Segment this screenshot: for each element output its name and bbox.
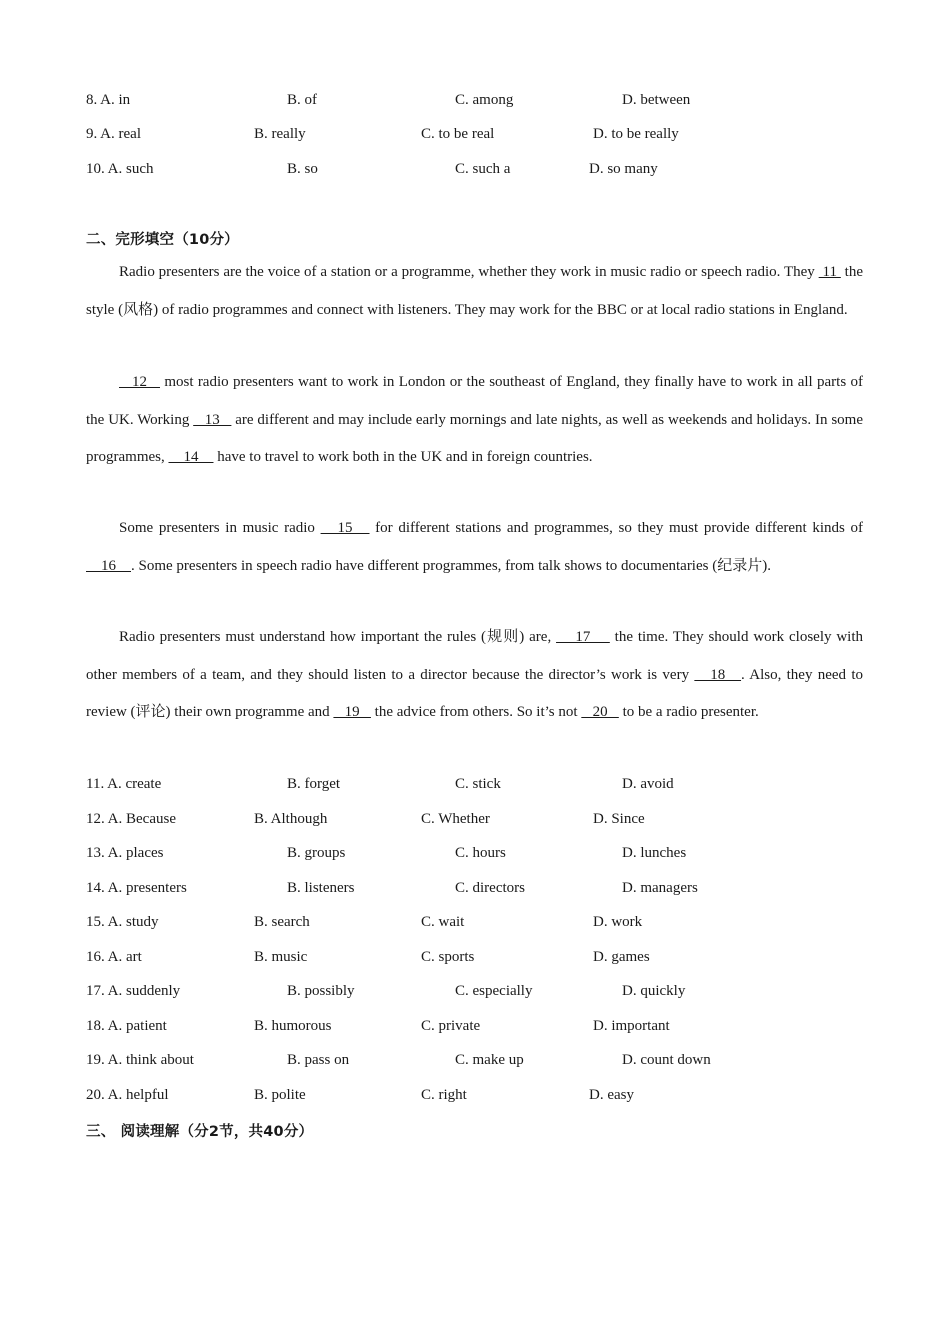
option-d: D. lunches [622, 845, 687, 861]
option-a: 9. A. real [86, 126, 141, 142]
option-a: 11. A. create [86, 776, 162, 792]
option-a: 13. A. places [86, 845, 164, 861]
option-c: C. especially [455, 983, 533, 999]
option-b: B. groups [287, 845, 346, 861]
option-b: B. pass on [287, 1052, 350, 1068]
question-row [86, 912, 786, 932]
section-3-heading: 三、 阅读理解（分2节，共40分） [86, 1124, 314, 1140]
answer-blank[interactable]: 13 [193, 411, 232, 428]
question-row [86, 947, 786, 967]
option-a: 8. A. in [86, 92, 131, 108]
question-row [86, 159, 786, 179]
option-d: D. easy [589, 1087, 634, 1103]
option-c: C. Whether [421, 811, 490, 827]
option-c: C. right [421, 1087, 467, 1103]
answer-blank[interactable]: 19 [333, 704, 371, 720]
answer-blank[interactable]: 15 [320, 520, 370, 536]
question-row [86, 843, 786, 863]
option-b: B. music [254, 949, 308, 965]
option-a: 19. A. think about [86, 1052, 194, 1068]
cloze-paragraph-1: Radio presenters are the voice of a station or a programme, whether they work in music radio or speech radio. They 11 the style (风格) of radio programmes and connect with listeners. They may work for the BBC or at local radio stations in England. [86, 264, 864, 318]
question-row [86, 774, 786, 794]
cloze-paragraph-3: Some presenters in music radio 15 for different stations and programmes, so they must provide different kinds of 16 . Some presenters in speech radio have different programmes, from talk shows to documentaries (纪录片). [86, 520, 863, 574]
question-row [86, 1085, 786, 1105]
answer-blank[interactable]: 18 [694, 666, 742, 683]
question-row [86, 809, 786, 829]
option-d: D. so many [589, 161, 658, 177]
answer-blank[interactable]: 17 [556, 629, 610, 645]
option-c: C. wait [421, 914, 465, 930]
option-a: 10. A. such [86, 161, 154, 177]
option-c: C. among [455, 92, 514, 108]
section-2-heading: 二、完形填空（10分） [86, 232, 239, 248]
option-a: 20. A. helpful [86, 1087, 169, 1103]
option-b: B. humorous [254, 1018, 332, 1034]
option-b: B. Although [254, 811, 328, 827]
question-row [86, 1050, 786, 1070]
option-b: B. polite [254, 1087, 306, 1103]
answer-blank[interactable]: 14 [168, 449, 214, 465]
option-b: B. so [287, 161, 318, 177]
option-b: B. forget [287, 776, 341, 792]
answer-blank[interactable]: 11 [818, 264, 841, 280]
option-a: 16. A. art [86, 949, 142, 965]
question-row [86, 981, 786, 1001]
option-b: B. listeners [287, 880, 355, 896]
option-d: D. work [593, 914, 643, 930]
option-c: C. to be real [421, 126, 495, 142]
option-d: D. between [622, 92, 691, 108]
option-a: 14. A. presenters [86, 880, 187, 896]
question-row [86, 878, 786, 898]
cloze-paragraph-4: Radio presenters must understand how important the rules (规则) are, 17 the time. They should work closely with other members of a team, and they should listen to a director because the director’s work is very 18 . Also, they need to review (评论) their own programme and 19 the advice from others. So it’s not 20 to be a radio presenter. [86, 629, 863, 720]
option-d: D. count down [622, 1052, 711, 1068]
option-b: B. possibly [287, 983, 355, 999]
option-b: B. really [254, 126, 306, 142]
option-c: C. stick [455, 776, 501, 792]
answer-blank[interactable]: 12 [119, 374, 160, 390]
option-a: 15. A. study [86, 914, 159, 930]
option-a: 12. A. Because [86, 811, 176, 827]
cloze-paragraph-2: 12 most radio presenters want to work in London or the southeast of England, they finally have to work in all parts of the UK. Working 13 are different and may include early mornings and late nights, as well as weekends and holidays. In some programmes, 14 have to travel to work both in the UK and in foreign countries. [86, 374, 864, 465]
option-a: 18. A. patient [86, 1018, 167, 1034]
option-a: 17. A. suddenly [86, 983, 181, 999]
question-row [86, 1016, 786, 1036]
option-c: C. make up [455, 1052, 524, 1068]
answer-blank[interactable]: 20 [581, 704, 619, 720]
question-row [86, 124, 786, 144]
option-d: D. quickly [622, 983, 686, 999]
option-c: C. private [421, 1018, 481, 1034]
option-c: C. directors [455, 880, 525, 896]
option-d: D. managers [622, 880, 698, 896]
option-c: C. such a [455, 161, 511, 177]
question-row [86, 90, 786, 110]
option-c: C. sports [421, 949, 475, 965]
option-d: D. important [593, 1018, 670, 1034]
option-b: B. search [254, 914, 310, 930]
option-c: C. hours [455, 845, 506, 861]
option-d: D. games [593, 949, 650, 965]
option-b: B. of [287, 92, 317, 108]
option-d: D. to be really [593, 126, 679, 142]
answer-blank[interactable]: 16 [86, 557, 131, 574]
option-d: D. Since [593, 811, 645, 827]
option-d: D. avoid [622, 776, 674, 792]
